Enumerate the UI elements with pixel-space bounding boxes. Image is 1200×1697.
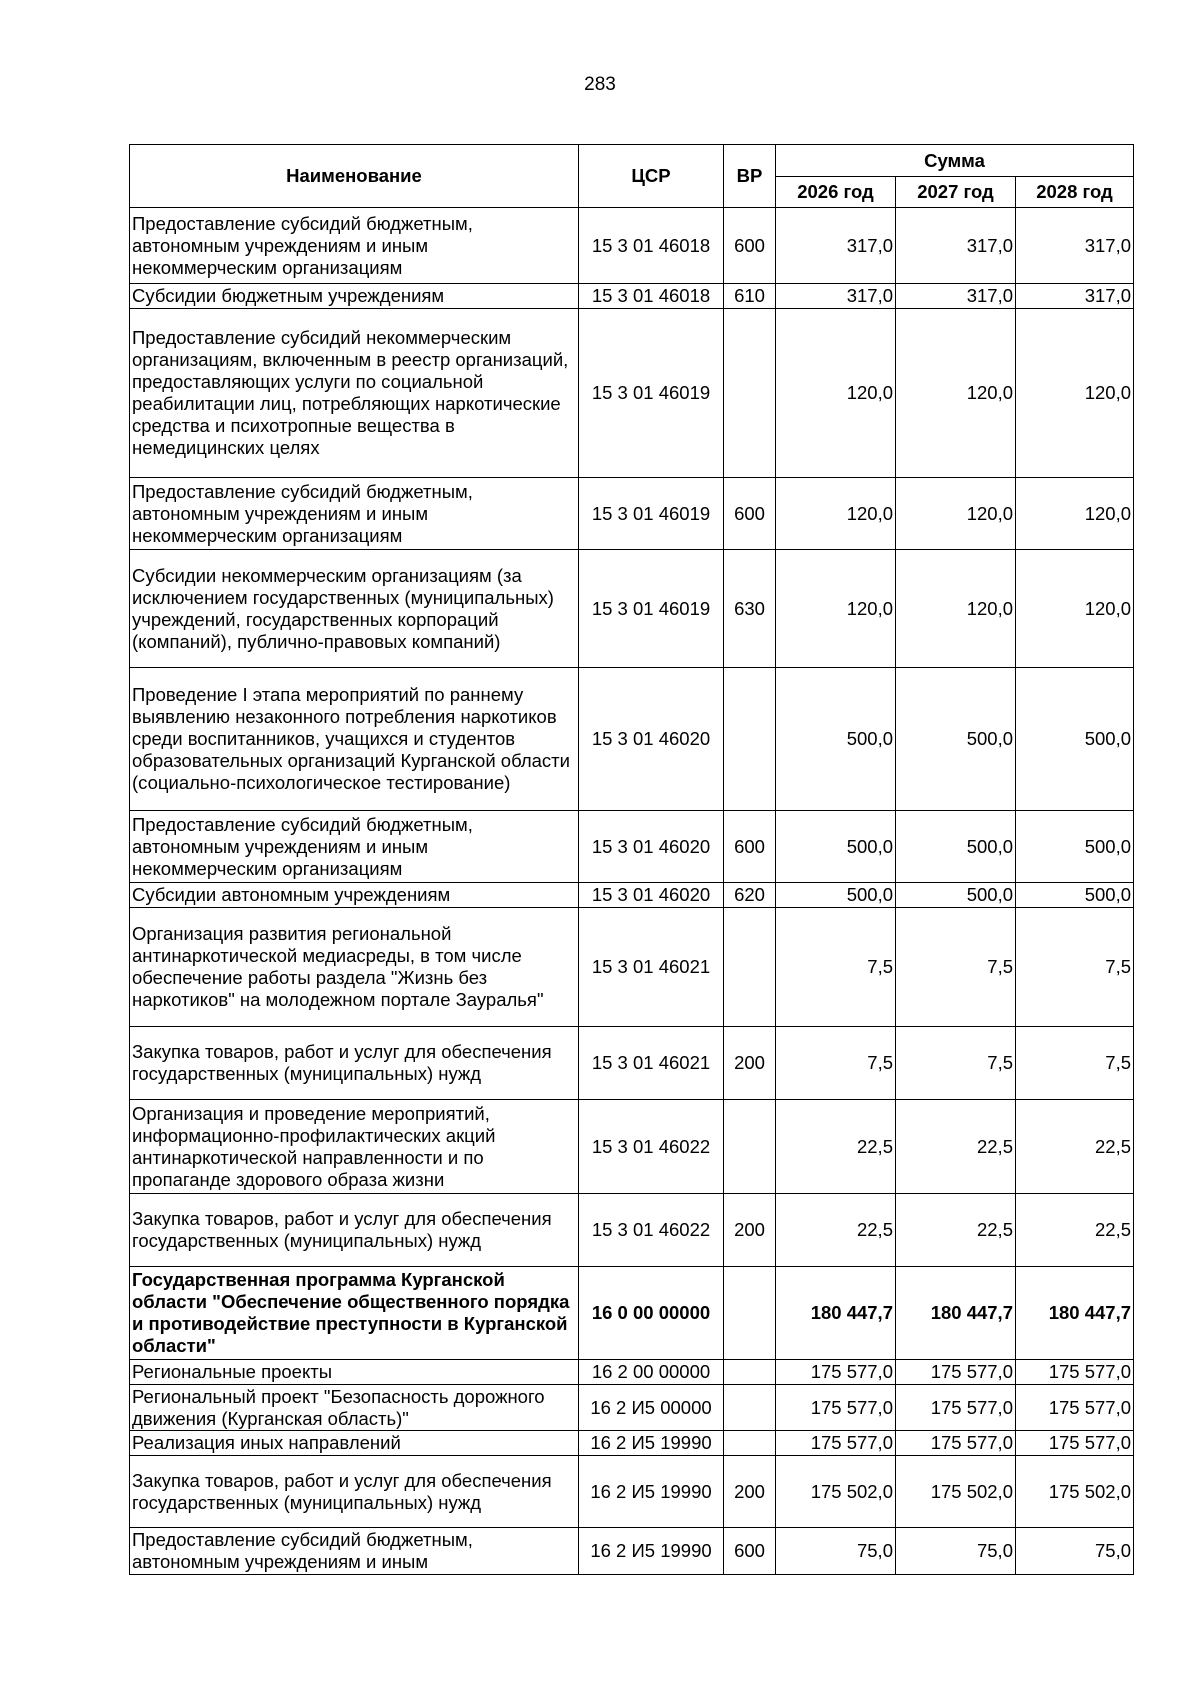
table-row [130, 1385, 1134, 1431]
row-sum-2026-cell: 175 577,0 [776, 1360, 896, 1385]
row-name-cell: Субсидии бюджетным учреждениям [130, 284, 579, 309]
header-year-2028: 2028 год [1016, 177, 1134, 208]
row-sum-2028-cell: 7,5 [1016, 1027, 1134, 1100]
row-sum-2028-cell: 175 502,0 [1016, 1456, 1134, 1528]
table-row [130, 1194, 1134, 1267]
row-sum-2027-cell: 7,5 [896, 1027, 1016, 1100]
row-vr-cell: 600 [724, 1528, 776, 1575]
row-name-cell: Закупка товаров, работ и услуг для обеспечения государственных (муниципальных) нужд [130, 1027, 579, 1100]
row-sum-2026-cell: 75,0 [776, 1528, 896, 1575]
row-vr-cell: 610 [724, 284, 776, 309]
row-sum-2026-cell: 7,5 [776, 908, 896, 1027]
row-sum-2028-cell: 22,5 [1016, 1100, 1134, 1194]
row-sum-2028-cell: 175 577,0 [1016, 1431, 1134, 1456]
row-vr-cell [724, 908, 776, 1027]
row-sum-2028-cell: 120,0 [1016, 550, 1134, 668]
row-name-cell: Организация развития региональной антинаркотической медиасреды, в том числе обеспечение работы раздела "Жизнь без наркотиков" на молодежном портале Зауралья" [130, 908, 579, 1027]
table-body [130, 208, 1134, 1575]
row-name-cell: Проведение I этапа мероприятий по раннему выявлению незаконного потребления наркотиков среди воспитанников, учащихся и студентов образовательных организаций Курганской области (социально-психологическое тестирование) [130, 668, 579, 811]
table-row [130, 1431, 1134, 1456]
row-name-cell: Региональные проекты [130, 1360, 579, 1385]
row-csr-cell: 16 2 И5 19990 [579, 1528, 724, 1575]
row-sum-2027-cell: 175 577,0 [896, 1431, 1016, 1456]
header-csr: ЦСР [579, 145, 724, 208]
row-csr-cell: 15 3 01 46021 [579, 908, 724, 1027]
row-sum-2028-cell: 317,0 [1016, 284, 1134, 309]
row-vr-cell [724, 668, 776, 811]
budget-table [129, 144, 1134, 1575]
row-sum-2027-cell: 500,0 [896, 883, 1016, 908]
row-vr-cell [724, 1267, 776, 1360]
row-sum-2026-cell: 317,0 [776, 284, 896, 309]
row-name-cell: Субсидии некоммерческим организациям (за исключением государственных (муниципальных) учреждений, государственных корпораций (компаний), публично-правовых компаний) [130, 550, 579, 668]
row-name-cell: Предоставление субсидий бюджетным, автономным учреждениям и иным [130, 1528, 579, 1575]
table-row [130, 309, 1134, 478]
table-row [130, 908, 1134, 1027]
table-row [130, 1100, 1134, 1194]
row-sum-2026-cell: 500,0 [776, 668, 896, 811]
row-vr-cell: 200 [724, 1194, 776, 1267]
header-year-2026: 2026 год [776, 177, 896, 208]
row-csr-cell: 15 3 01 46020 [579, 668, 724, 811]
row-sum-2027-cell: 7,5 [896, 908, 1016, 1027]
row-sum-2026-cell: 180 447,7 [776, 1267, 896, 1360]
row-sum-2026-cell: 175 577,0 [776, 1385, 896, 1431]
header-vr: ВР [724, 145, 776, 208]
row-sum-2028-cell: 180 447,7 [1016, 1267, 1134, 1360]
row-csr-cell: 15 3 01 46019 [579, 309, 724, 478]
row-vr-cell: 600 [724, 478, 776, 550]
row-sum-2028-cell: 120,0 [1016, 309, 1134, 478]
row-csr-cell: 16 2 00 00000 [579, 1360, 724, 1385]
row-sum-2027-cell: 120,0 [896, 478, 1016, 550]
table-row [130, 1360, 1134, 1385]
row-sum-2027-cell: 22,5 [896, 1194, 1016, 1267]
row-csr-cell: 16 0 00 00000 [579, 1267, 724, 1360]
row-name-cell: Закупка товаров, работ и услуг для обеспечения государственных (муниципальных) нужд [130, 1456, 579, 1528]
row-sum-2028-cell: 317,0 [1016, 208, 1134, 284]
row-sum-2027-cell: 120,0 [896, 550, 1016, 668]
row-sum-2028-cell: 22,5 [1016, 1194, 1134, 1267]
row-vr-cell [724, 1100, 776, 1194]
table-row [130, 668, 1134, 811]
table-row [130, 1456, 1134, 1528]
row-sum-2027-cell: 180 447,7 [896, 1267, 1016, 1360]
row-sum-2028-cell: 7,5 [1016, 908, 1134, 1027]
table-row [130, 284, 1134, 309]
table-row [130, 208, 1134, 284]
row-vr-cell [724, 1431, 776, 1456]
row-csr-cell: 16 2 И5 19990 [579, 1456, 724, 1528]
table-row [130, 811, 1134, 883]
row-sum-2028-cell: 500,0 [1016, 883, 1134, 908]
row-sum-2027-cell: 120,0 [896, 309, 1016, 478]
row-name-cell: Предоставление субсидий бюджетным, автономным учреждениям и иным некоммерческим организациям [130, 811, 579, 883]
row-vr-cell: 620 [724, 883, 776, 908]
row-sum-2027-cell: 317,0 [896, 208, 1016, 284]
row-sum-2027-cell: 75,0 [896, 1528, 1016, 1575]
row-sum-2026-cell: 22,5 [776, 1194, 896, 1267]
row-sum-2026-cell: 120,0 [776, 478, 896, 550]
row-csr-cell: 15 3 01 46018 [579, 208, 724, 284]
row-name-cell: Реализация иных направлений [130, 1431, 579, 1456]
table-row [130, 1528, 1134, 1575]
row-sum-2028-cell: 175 577,0 [1016, 1360, 1134, 1385]
row-sum-2026-cell: 120,0 [776, 550, 896, 668]
table-row [130, 550, 1134, 668]
row-csr-cell: 15 3 01 46019 [579, 478, 724, 550]
row-sum-2027-cell: 175 577,0 [896, 1385, 1016, 1431]
row-sum-2028-cell: 175 577,0 [1016, 1385, 1134, 1431]
row-csr-cell: 16 2 И5 00000 [579, 1385, 724, 1431]
row-vr-cell: 600 [724, 208, 776, 284]
row-csr-cell: 15 3 01 46021 [579, 1027, 724, 1100]
row-csr-cell: 15 3 01 46020 [579, 811, 724, 883]
table-row [130, 1267, 1134, 1360]
row-vr-cell: 200 [724, 1456, 776, 1528]
row-sum-2026-cell: 22,5 [776, 1100, 896, 1194]
row-csr-cell: 15 3 01 46020 [579, 883, 724, 908]
row-name-cell: Предоставление субсидий бюджетным, автономным учреждениям и иным некоммерческим организациям [130, 208, 579, 284]
row-sum-2026-cell: 317,0 [776, 208, 896, 284]
row-vr-cell [724, 1385, 776, 1431]
page-number: 283 [584, 74, 616, 95]
header-name: Наименование [130, 145, 579, 208]
row-name-cell: Государственная программа Курганской области "Обеспечение общественного порядка и противодействие преступности в Курганской области" [130, 1267, 579, 1360]
row-sum-2028-cell: 500,0 [1016, 668, 1134, 811]
row-name-cell: Закупка товаров, работ и услуг для обеспечения государственных (муниципальных) нужд [130, 1194, 579, 1267]
row-csr-cell: 16 2 И5 19990 [579, 1431, 724, 1456]
row-sum-2026-cell: 175 502,0 [776, 1456, 896, 1528]
row-vr-cell [724, 309, 776, 478]
header-sum: Сумма [776, 145, 1134, 177]
row-csr-cell: 15 3 01 46019 [579, 550, 724, 668]
row-sum-2026-cell: 500,0 [776, 883, 896, 908]
row-csr-cell: 15 3 01 46022 [579, 1194, 724, 1267]
row-name-cell: Субсидии автономным учреждениям [130, 883, 579, 908]
row-vr-cell: 200 [724, 1027, 776, 1100]
row-sum-2027-cell: 500,0 [896, 811, 1016, 883]
row-vr-cell: 630 [724, 550, 776, 668]
row-name-cell: Организация и проведение мероприятий, информационно-профилактических акций антинаркотической направленности и по пропаганде здорового образа жизни [130, 1100, 579, 1194]
row-sum-2027-cell: 175 502,0 [896, 1456, 1016, 1528]
row-name-cell: Предоставление субсидий бюджетным, автономным учреждениям и иным некоммерческим организациям [130, 478, 579, 550]
row-csr-cell: 15 3 01 46022 [579, 1100, 724, 1194]
row-vr-cell [724, 1360, 776, 1385]
row-sum-2026-cell: 500,0 [776, 811, 896, 883]
header-year-2027: 2027 год [896, 177, 1016, 208]
table-row [130, 883, 1134, 908]
row-csr-cell: 15 3 01 46018 [579, 284, 724, 309]
table-row [130, 1027, 1134, 1100]
row-sum-2028-cell: 500,0 [1016, 811, 1134, 883]
row-sum-2027-cell: 175 577,0 [896, 1360, 1016, 1385]
row-sum-2026-cell: 7,5 [776, 1027, 896, 1100]
row-name-cell: Региональный проект "Безопасность дорожного движения (Курганская область)" [130, 1385, 579, 1431]
row-sum-2028-cell: 120,0 [1016, 478, 1134, 550]
row-vr-cell: 600 [724, 811, 776, 883]
row-sum-2027-cell: 22,5 [896, 1100, 1016, 1194]
table-row [130, 478, 1134, 550]
row-sum-2026-cell: 175 577,0 [776, 1431, 896, 1456]
row-sum-2028-cell: 75,0 [1016, 1528, 1134, 1575]
row-sum-2027-cell: 500,0 [896, 668, 1016, 811]
row-name-cell: Предоставление субсидий некоммерческим организациям, включенным в реестр организаций, предоставляющих услуги по социальной реабилитации лиц, потребляющих наркотические средства и психотропные вещества в немедицинских целях [130, 309, 579, 478]
row-sum-2026-cell: 120,0 [776, 309, 896, 478]
row-sum-2027-cell: 317,0 [896, 284, 1016, 309]
